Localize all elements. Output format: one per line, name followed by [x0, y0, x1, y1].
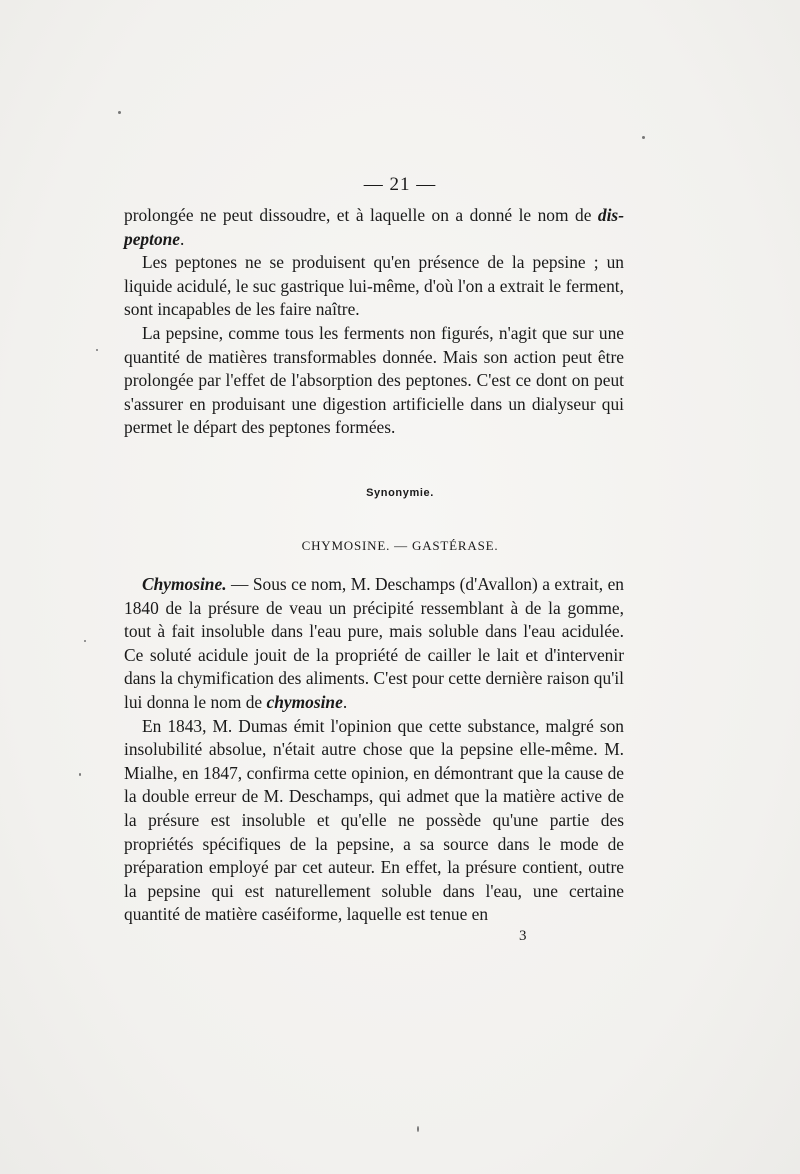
paragraph-5: En 1843, M. Dumas émit l'opinion que cette substance, malgré son insolubilité absolue, n'était autre chose que la pepsine elle-même. M. Mialhe, en 1847, confirma cette opinion, en démontrant que la cause de la double erreur de M. Deschamps, qui admet que la matière active de la présure est insoluble et qu'elle ne possède qu'une partie des propriétés spécifiques de la pepsine, a sa source dans le mode de préparation employé par cet auteur. En effet, la présure contient, outre la pepsine qui est naturellement soluble dans l'eau, une certaine quantité de matière caséiforme, laquelle est tenue en	[124, 715, 624, 925]
paper-speck	[642, 136, 645, 139]
paragraph-2: Les peptones ne se produisent qu'en présence de la pepsine ; un liquide acidulé, le suc gastrique lui-même, d'où l'on a extrait le ferment, sont incapables de les faire naître.	[124, 252, 624, 320]
paragraph-1-text: prolongée ne peut dissoudre, et à laquelle on a donné le nom de	[124, 205, 598, 225]
paragraph-1-term: dis-peptone	[124, 205, 624, 249]
paragraph-4	[124, 573, 624, 715]
paper-speck	[118, 111, 121, 114]
signature-mark: 3	[519, 928, 527, 944]
section-heading: Synonymie.	[366, 487, 434, 499]
paragraph-4-text: — Sous ce nom, M. Deschamps (d'Avallon) a extrait, en 1840 de la présure de veau un précipité ressemblant à de la gomme, tout à fait insoluble dans l'eau pure, mais soluble dans l'eau acidulée. Ce soluté acidule jouit de la propriété de cailler le lait et d'intervenir dans la chymification des aliments. C'est pour cette dernière raison qu'il lui donna le nom de	[124, 574, 624, 712]
paragraph-1	[124, 204, 624, 251]
paragraph-3: La pepsine, comme tous les ferments non figurés, n'agit que sur une quantité de matières transformables donnée. Mais son action peut être prolongée par l'effet de l'absorption des peptones. C'est ce dont on peut s'assurer en produisant une digestion artificielle dans un dialyseur qui permet le départ des peptones formées.	[124, 322, 624, 438]
page-number: — 21 —	[363, 174, 437, 195]
paragraph-4-term-2: chymosine	[266, 691, 343, 712]
paper-speck	[79, 773, 81, 776]
paper-speck	[417, 1126, 419, 1132]
paragraph-1-end: .	[180, 228, 185, 249]
paper-speck	[96, 349, 98, 351]
text-block-upper	[124, 204, 624, 440]
section-subheading: CHYMOSINE. — GASTÉRASE.	[301, 538, 499, 553]
paragraph-4-term: Chymosine.	[142, 574, 227, 594]
paragraph-4-end: .	[342, 691, 348, 712]
text-block-lower	[124, 573, 624, 927]
paper-speck	[84, 640, 86, 642]
